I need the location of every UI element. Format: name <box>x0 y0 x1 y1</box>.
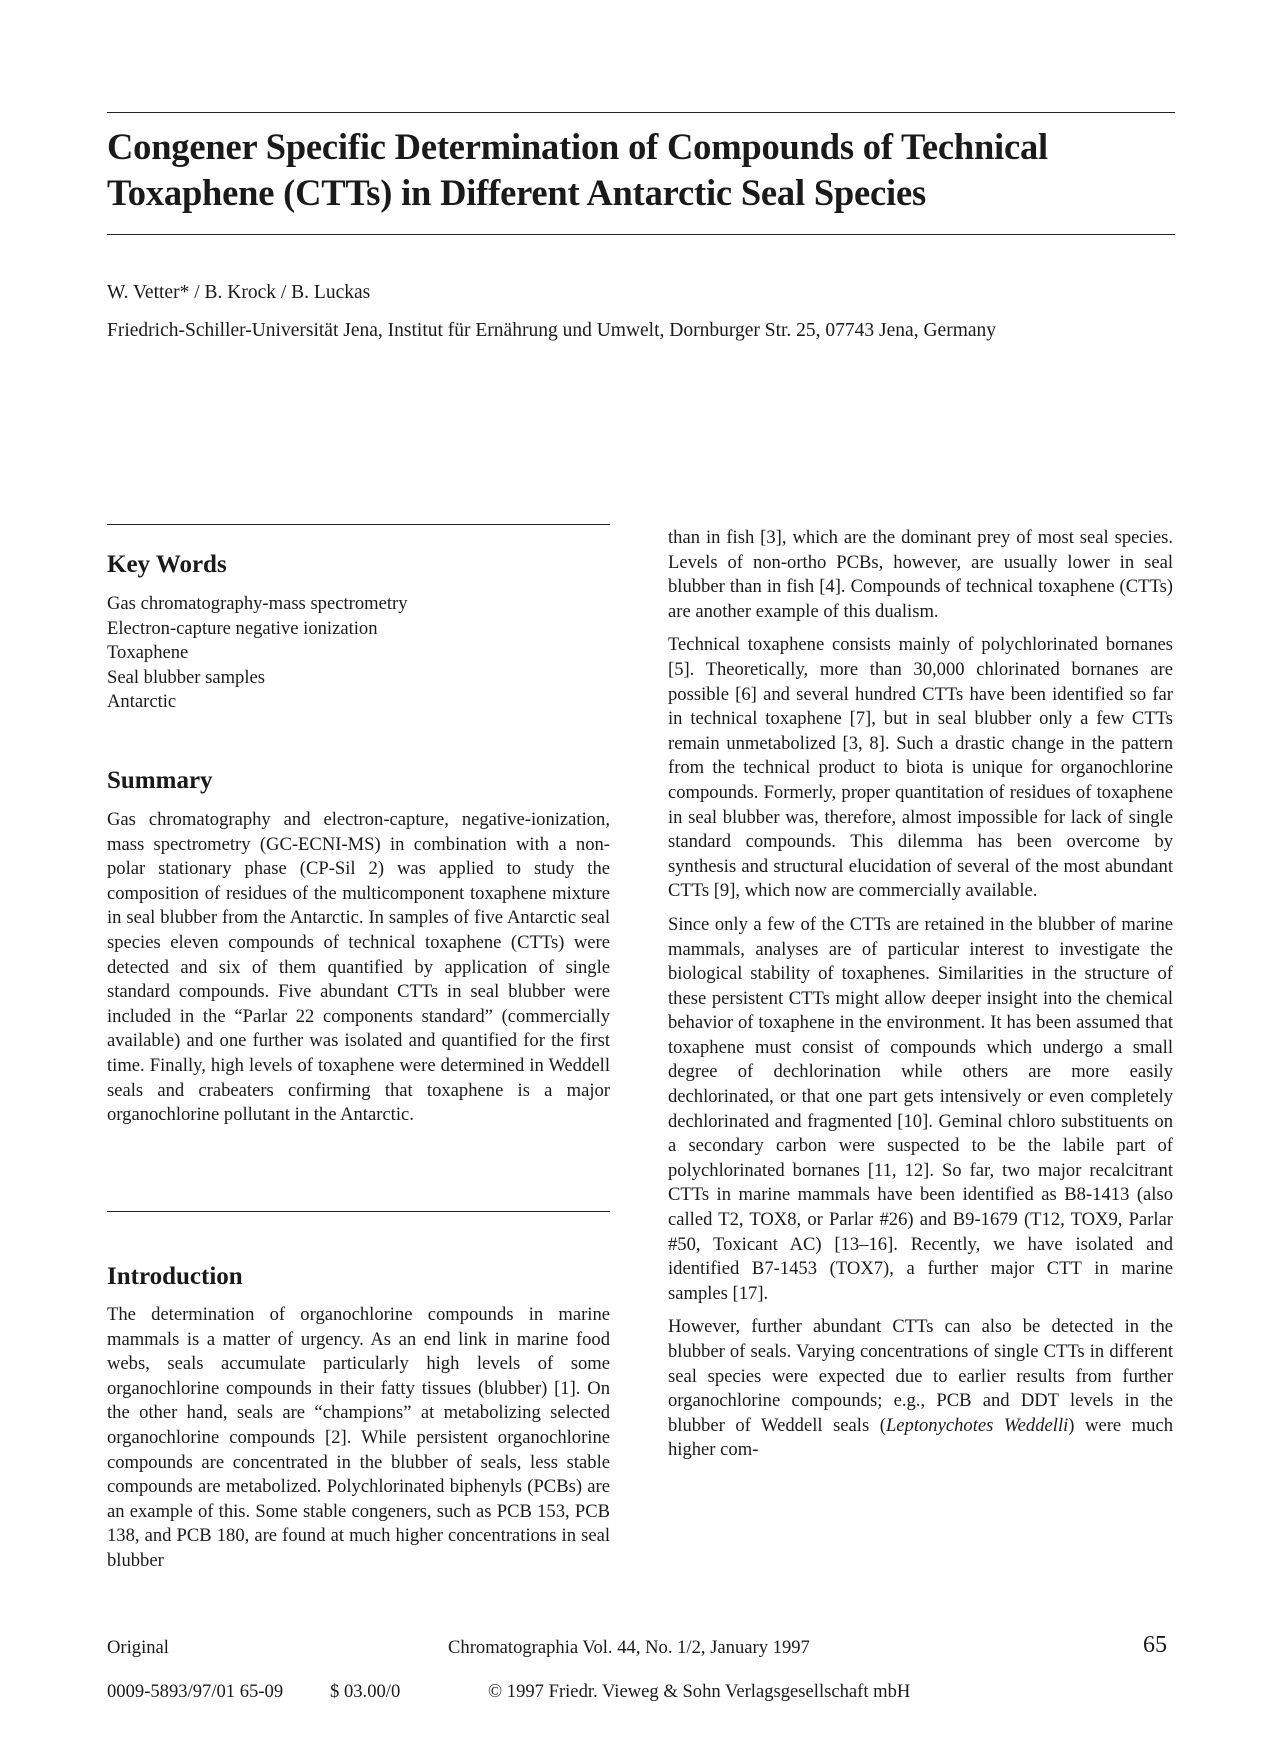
paragraph-text: However, further abundant CTTs can also be detected in the blubber of seals. Varying concentrations of single CTTs in different seal species were expected due to earlier results from further organochlorine compounds; e.g., PCB and DDT levels in the blubber of Weddell seals ( <box>668 1316 1173 1436</box>
introduction-paragraph: The determination of organochlorine compounds in marine mammals is a matter of urgency. As an end link in marine food webs, seals accumulate particularly high levels of some organochlorine compounds in their fatty tissues (blubber) [1]. On the other hand, seals are “champions” at metabolizing selected organochlorine compounds [2]. While persistent organochlorine compounds are concentrated in the blubber of seals, less stable compounds are metabolized. Polychlorinated biphenyls (PCBs) are an example of this. Some stable congeners, such as PCB 153, PCB 138, and PCB 180, are found at much higher concentrations in seal blubber <box>107 1304 610 1571</box>
summary-heading: Summary <box>107 767 213 794</box>
body-paragraph: than in fish [3], which are the dominant prey of most seal species. Levels of non-ortho PCBs, however, are usually lower in seal blubber than in fish [4]. Compounds of technical toxaphene (CTTs) are another example of this dualism. <box>668 527 1173 622</box>
right-column <box>668 526 1173 1472</box>
body-paragraph <box>668 1315 1173 1463</box>
keywords-heading: Key Words <box>107 551 227 578</box>
author-list: W. Vetter* / B. Krock / B. Luckas <box>107 282 371 303</box>
species-name: Leptonychotes Weddelli <box>885 1414 1069 1436</box>
body-paragraph: Technical toxaphene consists mainly of polychlorinated bornanes [5]. Theoretically, more than 30,000 chlorinated bornanes are possible [6] and several hundred CTTs have been identified so far in technical toxaphene [7], but in seal blubber only a few CTTs remain unmetabolized [3, 8]. Such a drastic change in the pattern from the technical product to biota is unique for organochlorine compounds. Formerly, proper quantitation of residues of toxaphene in seal blubber was, therefore, almost impossible for lack of single standard compounds. This dilemma has been overcome by synthesis and structural elucidation of several of the most abundant CTTs [9], which now are commercially available. <box>668 634 1173 902</box>
summary-section <box>107 808 610 1137</box>
introduction-rule <box>107 1211 610 1212</box>
article-category: Original <box>107 1637 169 1658</box>
keyword-item: Toxaphene <box>107 642 189 664</box>
paragraph-text: ) were much higher com- <box>668 1414 1173 1461</box>
summary-paragraph: Gas chromatography and electron-capture, negative-ionization, mass spectrometry (GC-ECNI-MS) in combination with a non-polar stationary phase (CP-Sil 2) was applied to study the composition of residues of the multicomponent toxaphene mixture in seal blubber from the Antarctic. In samples of five Antarctic seal species eleven compounds of technical toxaphene (CTTs) were detected and six of them quantified by application of single standard compounds. Five abundant CTTs in seal blubber were included in the “Parlar 22 components standard” (commercially available) and one further was isolated and quantified for the first time. Finally, high levels of toxaphene were determined in Weddell seals and crabeaters confirming that toxaphene is a major organochlorine pollutant in the Antarctic. <box>107 809 610 1126</box>
body-paragraph: Since only a few of the CTTs are retained in the blubber of marine mammals, analyses are of particular interest to investigate the biological stability of toxaphenes. Similarities in the structure of these persistent CTTs might allow deeper insight into the chemical behavior of toxaphene in the environment. It has been assumed that toxaphene must consist of compounds which undergo a small degree of dechlorination while others are more easily dechlorinated, or that one part gets intensively or even completely dechlorinated and fragmented [10]. Geminal chloro substituents on a secondary carbon were suspected to be the labile part of polychlorinated bornanes [11, 12]. So far, two major recalcitrant CTTs in marine mammals have been identified as B8-1413 (also called T2, TOX8, or Parlar #26) and B9-1679 (T12, TOX9, Parlar #50, Toxicant AC) [13–16]. Recently, we have isolated and identified B7-1453 (TOX7), a further major CTT in marine samples [17]. <box>668 913 1173 1304</box>
introduction-section <box>107 1303 610 1583</box>
keyword-item: Gas chromatography-mass spectrometry <box>107 593 408 614</box>
issn-code: 0009-5893/97/01 65-09 <box>107 1681 284 1702</box>
keyword-item: Seal blubber samples <box>107 666 266 688</box>
journal-citation: Chromatographia Vol. 44, No. 1/2, January 1997 <box>448 1637 810 1658</box>
title-rule <box>107 234 1175 235</box>
introduction-heading: Introduction <box>107 1263 243 1290</box>
page-number: 65 <box>1143 1632 1167 1658</box>
keyword-item: Antarctic <box>107 691 177 713</box>
article-title: Congener Specific Determination of Compounds of Technical Toxaphene (CTTs) in Different Antarctic Seal Species <box>107 126 1048 213</box>
top-rule <box>107 112 1175 113</box>
price-code: $ 03.00/0 <box>330 1681 401 1702</box>
keyword-item: Electron-capture negative ionization <box>107 617 378 639</box>
keywords-list <box>107 592 610 715</box>
author-affiliation: Friedrich-Schiller-Universität Jena, Institut für Ernährung und Umwelt, Dornburger Str. 25, 07743 Jena, Germany <box>107 320 997 341</box>
copyright-notice: © 1997 Friedr. Vieweg & Sohn Verlagsgesellschaft mbH <box>488 1681 911 1702</box>
keywords-rule <box>107 524 610 525</box>
